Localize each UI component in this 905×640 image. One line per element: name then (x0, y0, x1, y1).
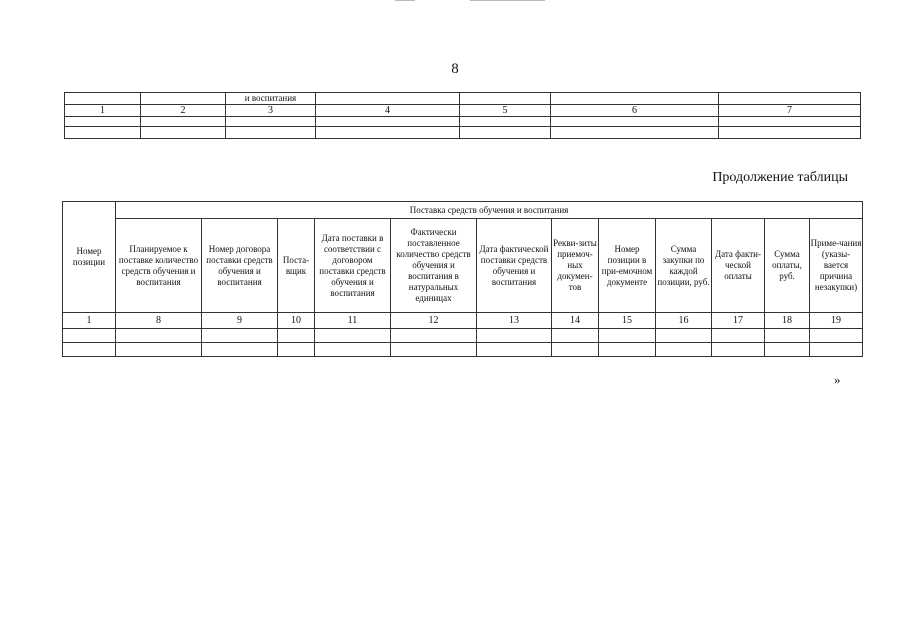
column-header: Сумма оплаты, руб. (765, 219, 810, 313)
column-number: 11 (315, 313, 391, 329)
column-header: Планируемое к поставке количество средств обучения и воспитания (116, 219, 202, 313)
table-row (65, 127, 861, 139)
column-number: 4 (316, 105, 460, 117)
table-header-row (65, 93, 861, 105)
column-number: 12 (391, 313, 477, 329)
column-header: Сумма закупки по каждой позиции, руб. (656, 219, 712, 313)
column-header: Приме-чания (указы-вается причина незакупки) (810, 219, 863, 313)
group-header-row (63, 202, 863, 219)
scan-mark (470, 0, 545, 1)
column-number: 17 (712, 313, 765, 329)
continuation-title: Продолжение таблицы (712, 170, 848, 185)
column-number: 10 (278, 313, 315, 329)
column-header: Фактически поставленное количество средств обучения и воспитания в натуральных единицах (391, 219, 477, 313)
column-number: 8 (116, 313, 202, 329)
table-row (63, 343, 863, 357)
column-number: 1 (65, 105, 141, 117)
column-number: 3 (226, 105, 316, 117)
position-header: Номер позиции (63, 202, 116, 313)
column-number: 14 (552, 313, 599, 329)
column-number-row (63, 313, 863, 329)
column-header-row (63, 219, 863, 313)
closing-quote: » (834, 372, 841, 387)
column-header: Дата фактической поставки средств обучения и воспитания (477, 219, 552, 313)
column-number: 13 (477, 313, 552, 329)
top-table (64, 92, 861, 139)
table-row (63, 329, 863, 343)
column-number: 9 (202, 313, 278, 329)
column-header: Рекви-зиты приемоч-ных докумен-тов (552, 219, 599, 313)
column-number: 2 (141, 105, 226, 117)
column-header: Номер позиции в при-емочном документе (599, 219, 656, 313)
column-number: 18 (765, 313, 810, 329)
column-number: 7 (719, 105, 861, 117)
column-number-row (65, 105, 861, 117)
column-number: 6 (551, 105, 719, 117)
column-number: 16 (656, 313, 712, 329)
column-header: Дата факти-ческой оплаты (712, 219, 765, 313)
page-number: 8 (451, 61, 459, 77)
scan-mark (395, 0, 415, 1)
table-row (65, 117, 861, 127)
main-table (62, 201, 863, 357)
column-number: 5 (460, 105, 551, 117)
column-number: 19 (810, 313, 863, 329)
column-number: 15 (599, 313, 656, 329)
column-number: 1 (63, 313, 116, 329)
header-fragment: и воспитания (226, 93, 316, 105)
column-header: Поста-вщик (278, 219, 315, 313)
column-header: Номер договора поставки средств обучения и воспитания (202, 219, 278, 313)
column-header: Дата поставки в соответствии с договором поставки средств обучения и воспитания (315, 219, 391, 313)
group-header: Поставка средств обучения и воспитания (116, 202, 863, 219)
